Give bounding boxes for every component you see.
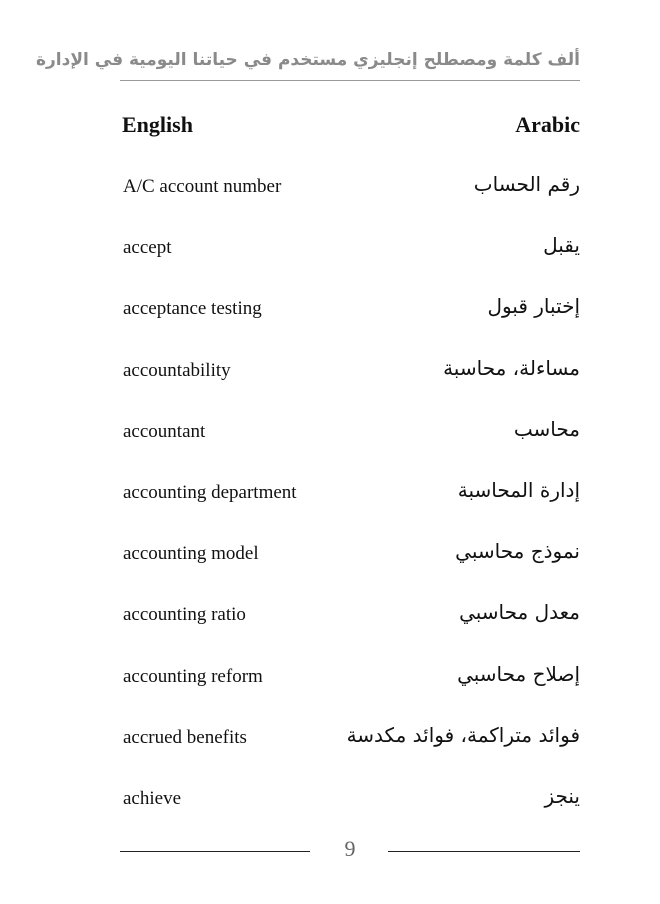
- column-header-english: English: [122, 112, 193, 137]
- english-term: acceptance testing: [123, 298, 262, 320]
- glossary-row: [0, 723, 660, 784]
- english-term: A/C account number: [123, 176, 282, 197]
- glossary-row: [0, 539, 660, 600]
- arabic-term: معدل محاسبي: [459, 600, 580, 625]
- english-term: accounting model: [123, 543, 259, 565]
- english-term: accounting ratio: [123, 604, 246, 626]
- arabic-term: إدارة المحاسبة: [457, 477, 580, 502]
- glossary-row: [0, 356, 660, 417]
- english-term: accounting department: [123, 481, 297, 503]
- arabic-term: إصلاح محاسبي: [457, 661, 580, 686]
- glossary-row: [0, 172, 660, 233]
- arabic-term: فوائد متراكمة، فوائد مكدسة: [346, 722, 580, 747]
- arabic-term: ينجز: [544, 783, 580, 808]
- glossary-row: [0, 233, 660, 294]
- glossary-row: [0, 417, 660, 478]
- column-header-arabic: Arabic: [515, 112, 580, 137]
- glossary-row: [0, 294, 660, 355]
- english-term: accountant: [123, 420, 206, 442]
- english-term: accountability: [123, 359, 231, 381]
- glossary-row: [0, 478, 660, 539]
- glossary-list: [0, 172, 660, 845]
- english-term: accrued benefits: [123, 726, 247, 748]
- glossary-row: [0, 662, 660, 723]
- english-term: achieve: [123, 787, 182, 809]
- arabic-term: يقبل: [543, 233, 580, 258]
- arabic-term: رقم الحساب: [473, 172, 580, 196]
- footer-rule-right: [388, 851, 580, 852]
- english-term: accept: [123, 237, 172, 259]
- arabic-term: محاسب: [513, 416, 580, 441]
- arabic-term: نموذج محاسبي: [455, 539, 580, 564]
- glossary-row: [0, 600, 660, 661]
- page-header-title: ألف كلمة ومصطلح إنجليزي مستخدم في حياتنا اليومية في الإدارة: [35, 50, 580, 70]
- arabic-term: إختبار قبول: [487, 294, 580, 319]
- english-term: accounting reform: [123, 665, 263, 687]
- footer-rule-left: [120, 851, 310, 852]
- arabic-term: مساءلة، محاسبة: [443, 355, 580, 380]
- page-number: 9: [344, 836, 356, 861]
- header-divider: [120, 80, 580, 81]
